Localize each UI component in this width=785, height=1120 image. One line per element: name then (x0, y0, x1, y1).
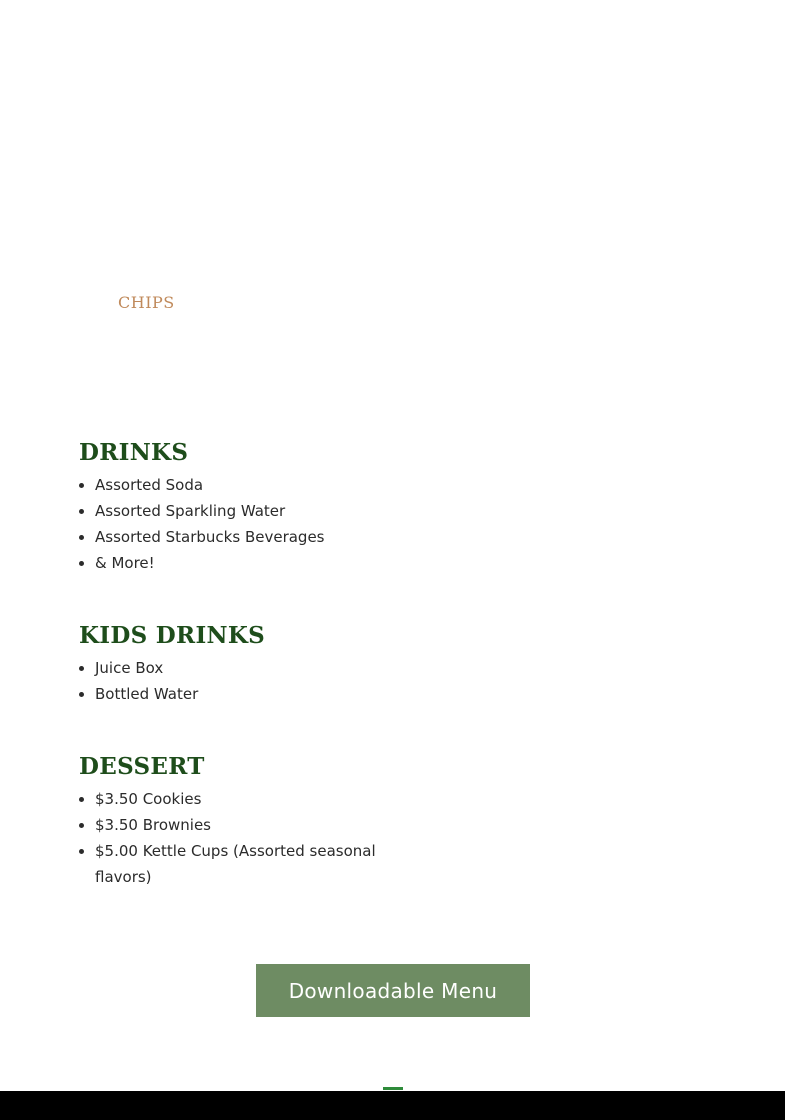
dessert-heading: DESSERT (79, 753, 205, 780)
kids-drinks-heading: KIDS DRINKS (79, 622, 266, 649)
drinks-heading: DRINKS (79, 439, 189, 466)
list-item: • Assorted Soda (95, 472, 399, 498)
dessert-list (79, 786, 399, 890)
downloadable-menu-button[interactable]: Downloadable Menu (256, 964, 530, 1017)
footer-bar (0, 1091, 785, 1120)
chips-tab-label[interactable]: CHIPS (118, 293, 175, 312)
list-item: • & More! (95, 550, 399, 576)
list-item: • $3.50 Brownies (95, 812, 399, 838)
list-item: • $3.50 Cookies (95, 786, 399, 812)
list-item: • Bottled Water (95, 681, 399, 707)
scroll-indicator (383, 1087, 403, 1090)
list-item: • Assorted Starbucks Beverages (95, 524, 399, 550)
list-item: • Juice Box (95, 655, 399, 681)
kids-drinks-list (79, 655, 399, 707)
list-item: • Assorted Sparkling Water (95, 498, 399, 524)
list-item: • $5.00 Kettle Cups (Assorted seasonal flavors) (95, 838, 399, 890)
drinks-section (79, 438, 399, 576)
dessert-section (79, 752, 399, 890)
kids-drinks-section (79, 621, 399, 707)
drinks-list (79, 472, 399, 576)
